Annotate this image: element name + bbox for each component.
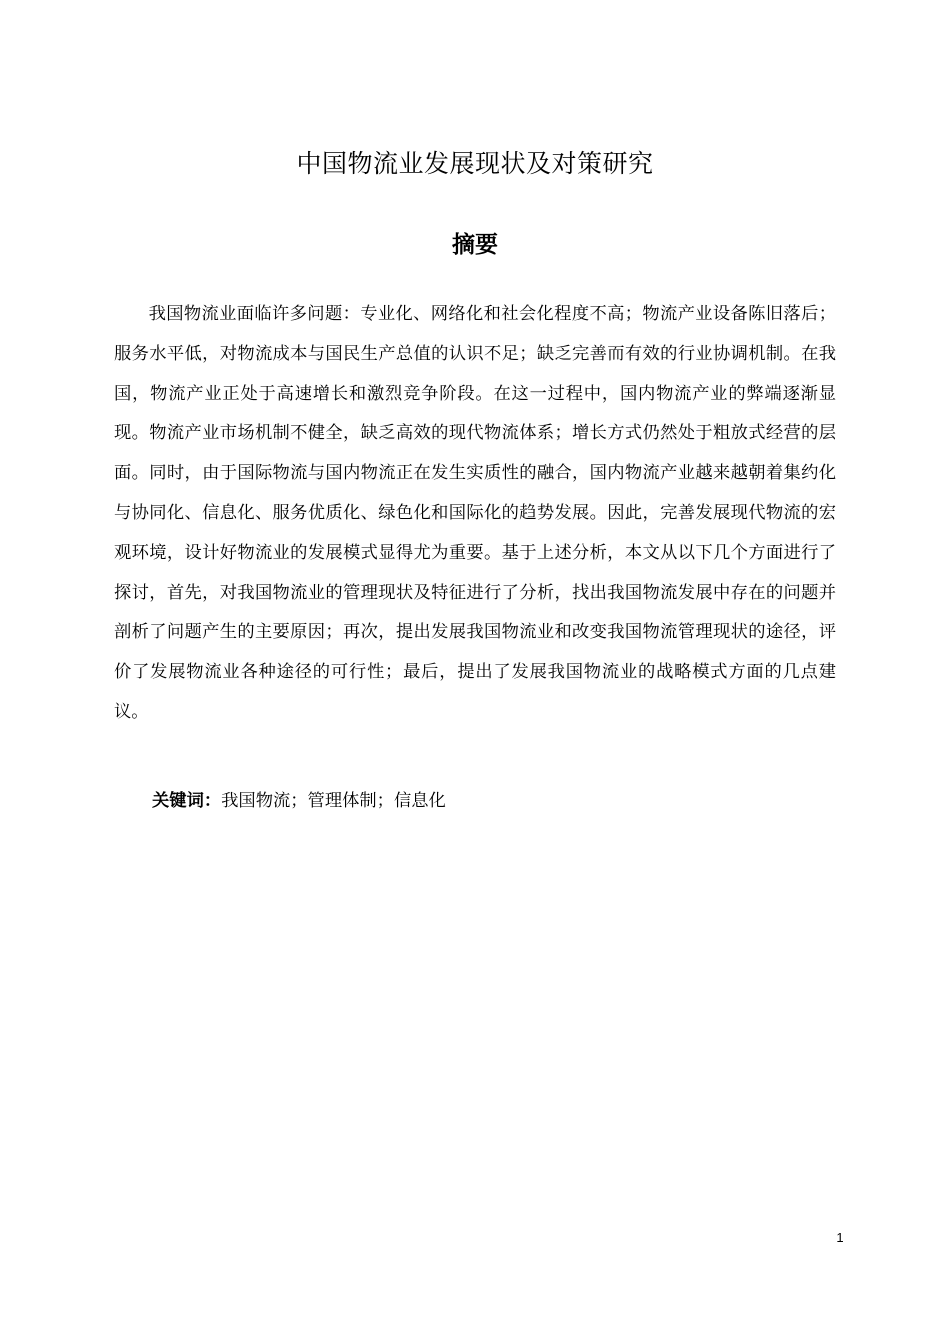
document-title: 中国物流业发展现状及对策研究 [296,149,654,178]
keywords-line [152,782,836,821]
abstract-paragraph: 我国物流业面临许多问题：专业化、网络化和社会化程度不高；物流产业设备陈旧落后；服务水平低，对物流成本与国民生产总值的认识不足；缺乏完善而有效的行业协调机制。在我国，物流产业正处于高速增长和激烈竞争阶段。在这一过程中，国内物流产业的弊端逐渐显现。物流产业市场机制不健全，缺乏高效的现代物流体系；增长方式仍然处于粗放式经营的层面。同时，由于国际物流与国内物流正在发生实质性的融合，国内物流产业越来越朝着集约化与协同化、信息化、服务优质化、绿色化和国际化的趋势发展。因此，完善发展现代物流的宏观环境，设计好物流业的发展模式显得尤为重要。基于上述分析，本文从以下几个方面进行了探讨，首先，对我国物流业的管理现状及特征进行了分析，找出我国物流发展中存在的问题并剖析了问题产生的主要原因；再次，提出发展我国物流业和改变我国物流管理现状的途径，评价了发展物流业各种途径的可行性；最后，提出了发展我国物流业的战略模式方面的几点建议。 [114,304,836,722]
page-number: 1 [836,1230,844,1245]
abstract-heading: 摘要 [452,232,498,258]
keywords-value: 我国物流；管理体制；信息化 [221,791,446,811]
keywords-label: 关键词： [152,791,222,811]
